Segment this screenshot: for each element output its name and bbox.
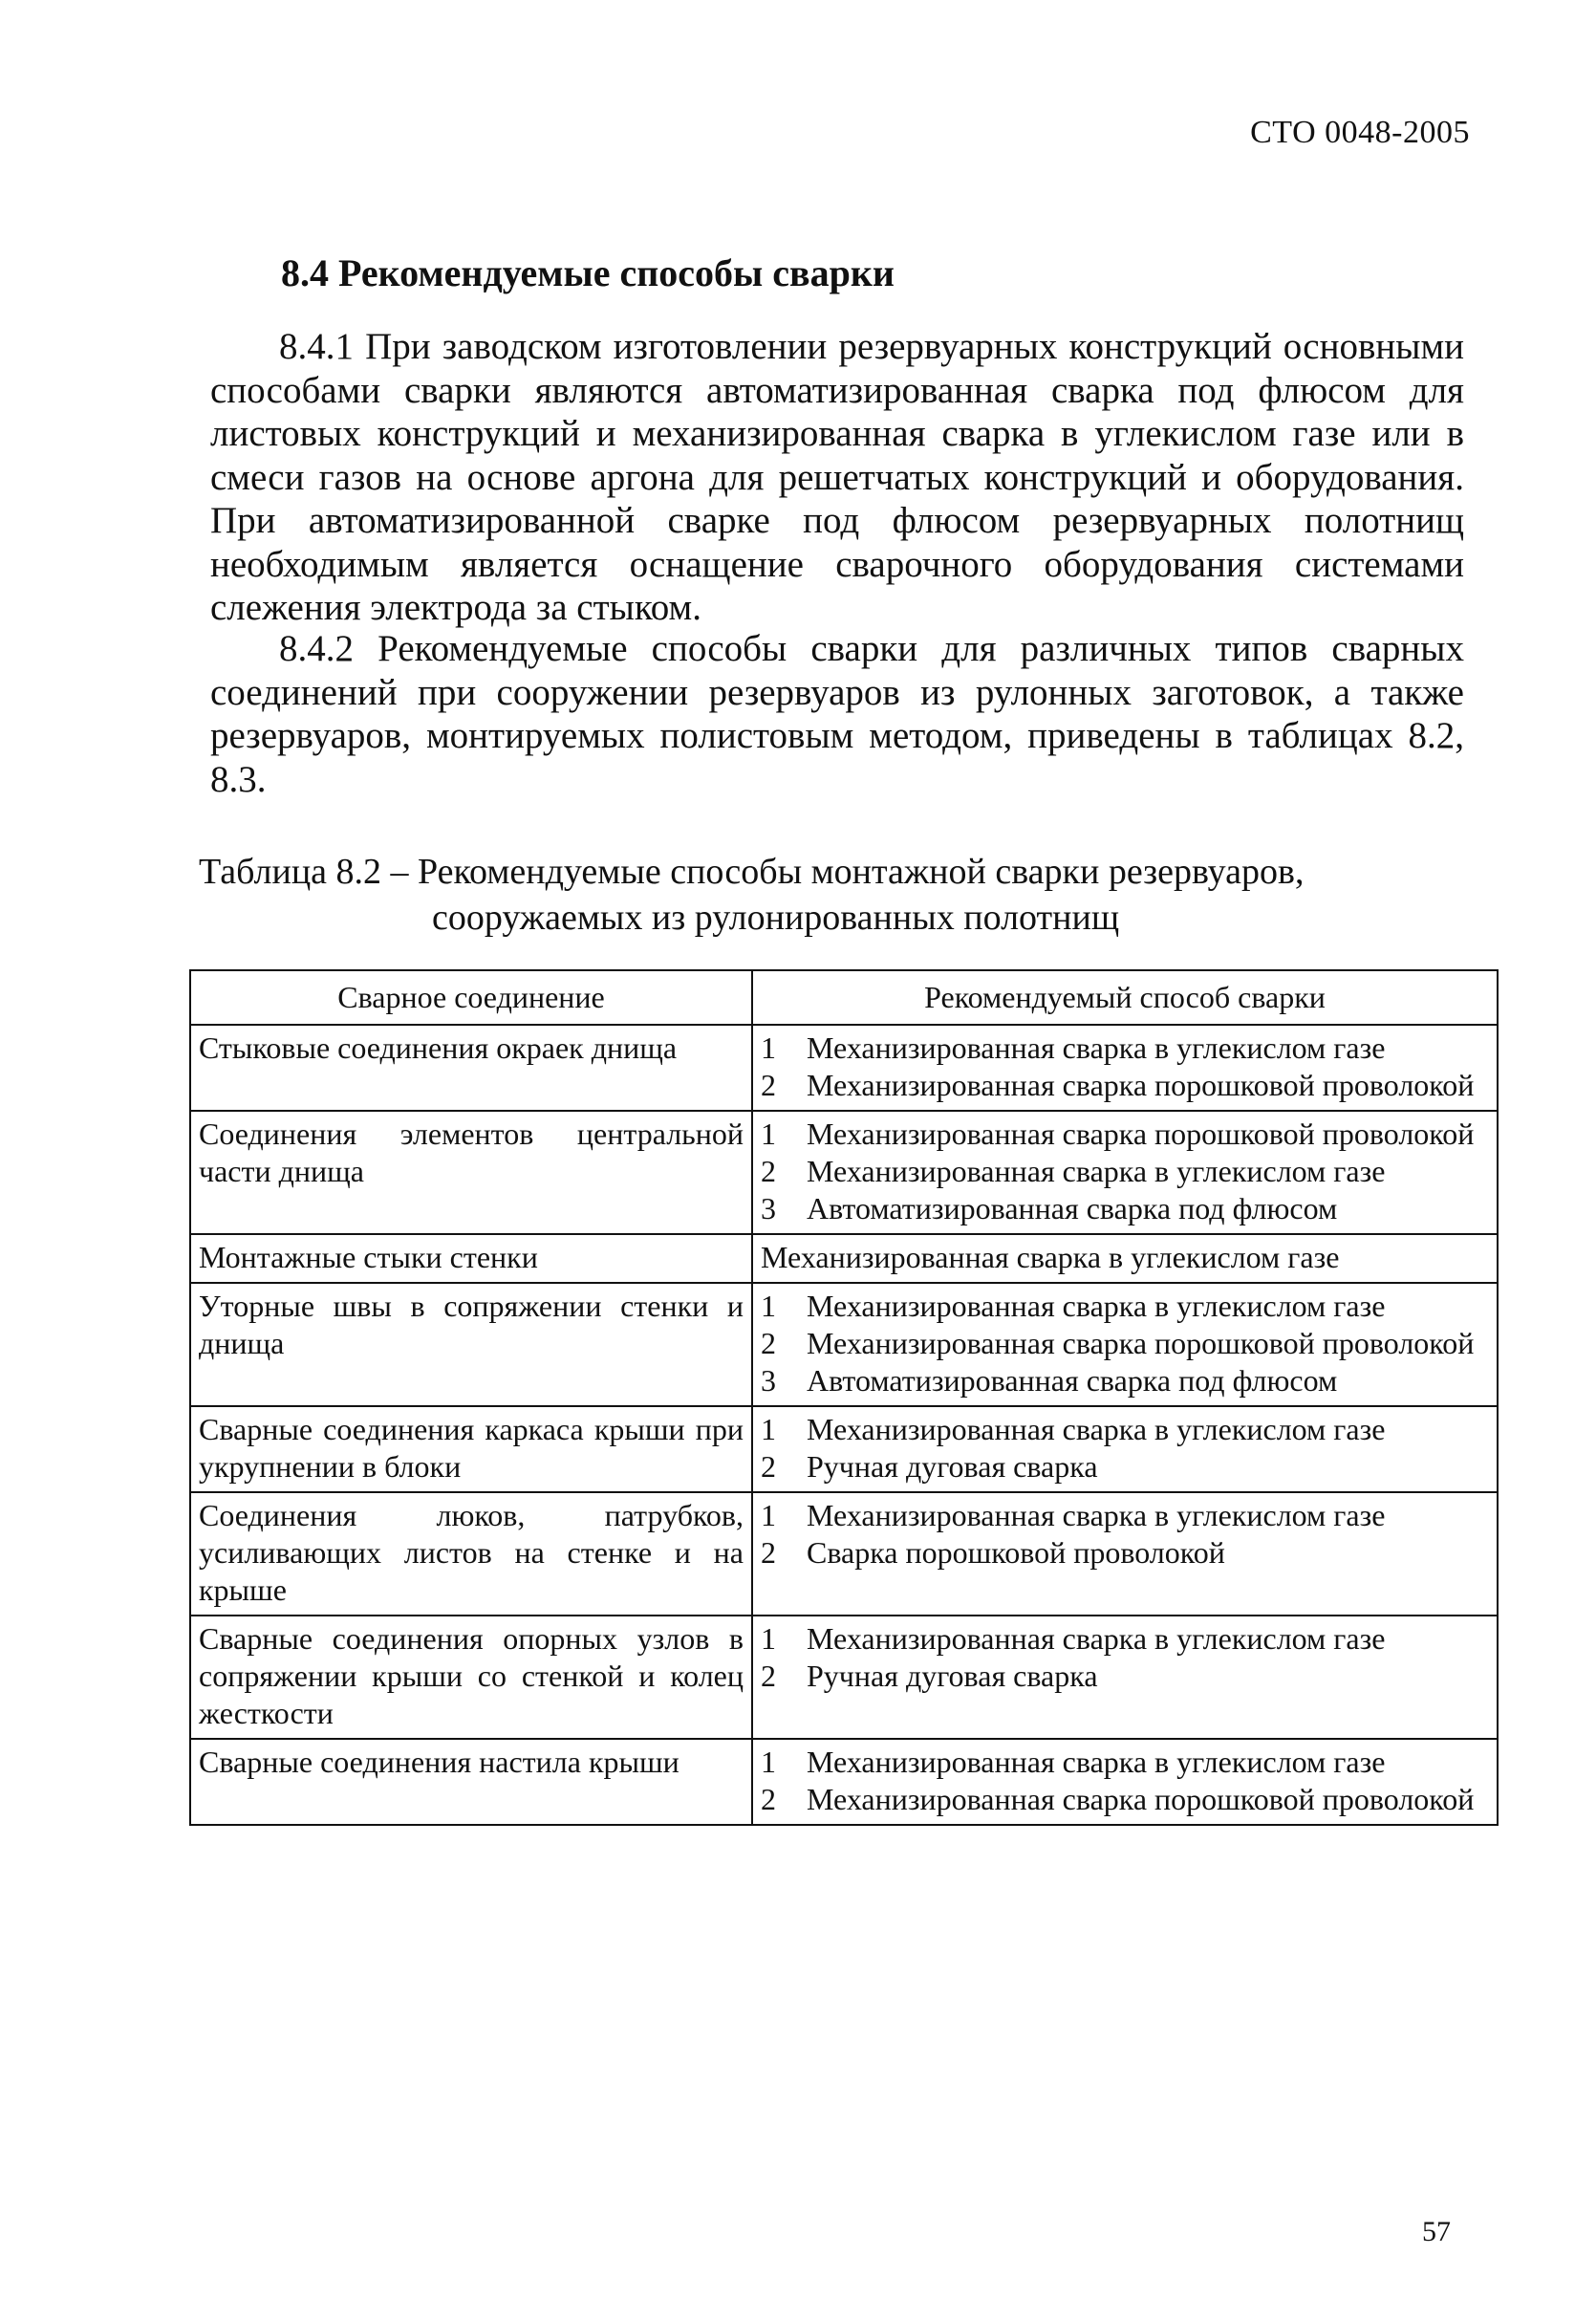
method-list xyxy=(761,1288,1489,1399)
table-row xyxy=(190,1492,1498,1616)
section-title: 8.4 Рекомендуемые способы сварки xyxy=(281,251,895,294)
method-item xyxy=(761,1288,1489,1325)
joint-cell: Сварные соединения настила крыши xyxy=(190,1739,752,1825)
method-item xyxy=(761,1067,1489,1104)
column-header-joint: Сварное соединение xyxy=(190,970,752,1025)
method-text: Механизированная сварка порошковой проволокой xyxy=(807,1117,1475,1151)
method-cell xyxy=(752,1025,1498,1111)
method-cell xyxy=(752,1234,1498,1283)
table-row xyxy=(190,1234,1498,1283)
table-row xyxy=(190,1406,1498,1492)
paragraph-8-4-1 xyxy=(210,325,1464,630)
method-text: Механизированная сварка в углекислом газе xyxy=(807,1498,1386,1532)
method-cell xyxy=(752,1492,1498,1616)
method-item xyxy=(761,1325,1489,1362)
table-caption-line-1: Таблица 8.2 – Рекомендуемые способы монтажной сварки резервуаров, xyxy=(199,852,1305,892)
method-text: Механизированная сварка порошковой проволокой xyxy=(807,1326,1475,1360)
method-item xyxy=(761,1362,1489,1399)
method-text: Автоматизированная сварка под флюсом xyxy=(807,1363,1338,1398)
method-number: 1 xyxy=(761,1117,776,1151)
joint-cell: Монтажные стыки стенки xyxy=(190,1234,752,1283)
method-text: Механизированная сварка порошковой проволокой xyxy=(807,1068,1475,1102)
document-code: СТО 0048-2005 xyxy=(1250,115,1470,150)
paragraph-text: 8.4.1 При заводском изготовлении резервуарных конструкций основными способами сварки являются автоматизированная сварка под флюсом для листовых конструкций и механизированная сварка в углекислом газе или в смеси газов на основе аргона для решетчатых конструкций и оборудования. При автоматизированной сварке под флюсом резервуарных полотнищ необходимым является оснащение сварочного оборудования системами слежения электрода за стыком. xyxy=(210,326,1464,628)
method-number: 2 xyxy=(761,1068,776,1102)
table-row xyxy=(190,1616,1498,1739)
method-item xyxy=(761,1497,1489,1534)
method-number: 1 xyxy=(761,1289,776,1323)
joint-cell: Стыковые соединения окраек днища xyxy=(190,1025,752,1111)
table-body xyxy=(190,1025,1498,1825)
method-cell xyxy=(752,1283,1498,1406)
method-number: 2 xyxy=(761,1449,776,1484)
method-number: 1 xyxy=(761,1498,776,1532)
method-item xyxy=(761,1411,1489,1448)
method-number: 2 xyxy=(761,1154,776,1188)
joint-cell: Соединения элементов центральной части днища xyxy=(190,1111,752,1234)
method-cell xyxy=(752,1111,1498,1234)
joint-cell: Соединения люков, патрубков, усиливающих листов на стенке и на крыше xyxy=(190,1492,752,1616)
method-item xyxy=(761,1658,1489,1695)
paragraph-text: 8.4.2 Рекомендуемые способы сварки для различных типов сварных соединений при сооружении резервуаров из рулонных заготовок, а также резервуаров, монтируемых полистовым методом, приведены в таблицах 8.2, 8.3. xyxy=(210,628,1464,800)
joint-cell: Уторные швы в сопряжении стенки и днища xyxy=(190,1283,752,1406)
welding-methods-table xyxy=(189,969,1499,1826)
paragraph-8-4-2 xyxy=(210,627,1464,801)
method-cell xyxy=(752,1739,1498,1825)
table-row xyxy=(190,1111,1498,1234)
method-number: 1 xyxy=(761,1412,776,1446)
method-text: Ручная дуговая сварка xyxy=(807,1659,1098,1693)
method-text: Автоматизированная сварка под флюсом xyxy=(807,1191,1338,1225)
method-text: Сварка порошковой проволокой xyxy=(807,1535,1225,1570)
method-number: 1 xyxy=(761,1745,776,1779)
method-text: Механизированная сварка в углекислом газе xyxy=(807,1621,1386,1656)
method-item xyxy=(761,1620,1489,1658)
table-caption xyxy=(199,849,1470,941)
method-item xyxy=(761,1030,1489,1067)
page-number: 57 xyxy=(1422,2216,1451,2247)
method-text: Механизированная сварка порошковой проволокой xyxy=(807,1782,1475,1816)
method-number: 2 xyxy=(761,1659,776,1693)
method-item xyxy=(761,1153,1489,1190)
method-list xyxy=(761,1497,1489,1572)
table-row xyxy=(190,1025,1498,1111)
method-item xyxy=(761,1744,1489,1781)
method-list xyxy=(761,1744,1489,1818)
method-text: Механизированная сварка в углекислом газе xyxy=(807,1030,1386,1065)
method-list xyxy=(761,1030,1489,1104)
method-cell xyxy=(752,1406,1498,1492)
method-text: Механизированная сварка в углекислом газе xyxy=(807,1412,1386,1446)
method-text: Механизированная сварка в углекислом газе xyxy=(807,1154,1386,1188)
method-number: 2 xyxy=(761,1535,776,1570)
method-text: Механизированная сварка в углекислом газе xyxy=(807,1745,1386,1779)
table-row xyxy=(190,1739,1498,1825)
method-number: 2 xyxy=(761,1782,776,1816)
table-header-row xyxy=(190,970,1498,1025)
joint-cell: Сварные соединения каркаса крыши при укрупнении в блоки xyxy=(190,1406,752,1492)
joint-cell: Сварные соединения опорных узлов в сопряжении крыши со стенкой и колец жесткости xyxy=(190,1616,752,1739)
method-item xyxy=(761,1781,1489,1818)
method-number: 2 xyxy=(761,1326,776,1360)
method-item xyxy=(761,1190,1489,1227)
method-item xyxy=(761,1116,1489,1153)
method-text: Механизированная сварка в углекислом газе xyxy=(761,1240,1340,1274)
method-text: Ручная дуговая сварка xyxy=(807,1449,1098,1484)
method-list xyxy=(761,1620,1489,1695)
method-number: 3 xyxy=(761,1191,776,1225)
table-caption-line-2: сооружаемых из рулонированных полотнищ xyxy=(432,898,1120,938)
method-item xyxy=(761,1534,1489,1572)
table-row xyxy=(190,1283,1498,1406)
method-number: 1 xyxy=(761,1030,776,1065)
method-list xyxy=(761,1116,1489,1227)
method-number: 3 xyxy=(761,1363,776,1398)
method-cell xyxy=(752,1616,1498,1739)
method-number: 1 xyxy=(761,1621,776,1656)
method-list xyxy=(761,1411,1489,1486)
method-item xyxy=(761,1448,1489,1486)
column-header-method: Рекомендуемый способ сварки xyxy=(752,970,1498,1025)
method-text: Механизированная сварка в углекислом газе xyxy=(807,1289,1386,1323)
